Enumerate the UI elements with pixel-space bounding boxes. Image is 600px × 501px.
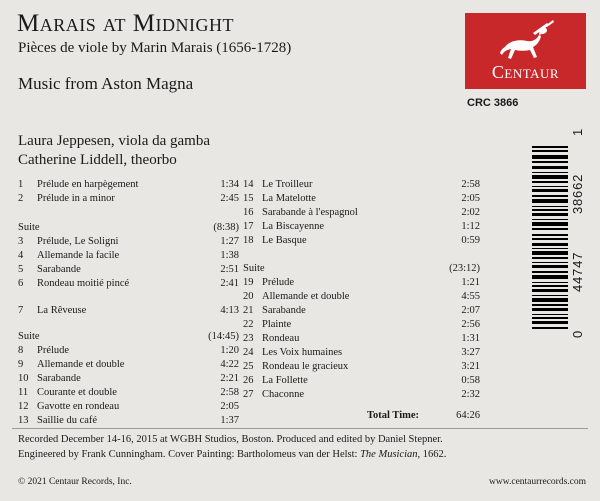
- barcode-bars: [532, 146, 568, 331]
- barcode-digits: [570, 128, 585, 338]
- barcode-digit-group: 0: [570, 329, 585, 338]
- track-title: Saillie du café: [37, 415, 98, 426]
- track-row: [18, 304, 239, 318]
- track-title: Prélude en harpègement: [37, 179, 139, 190]
- track-title: Les Voix humaines: [262, 347, 343, 358]
- track-number: 14: [243, 179, 254, 190]
- track-duration: 2:02: [461, 207, 480, 218]
- barcode-digit-group: 38662: [570, 173, 585, 215]
- track-duration: 3:21: [461, 361, 480, 372]
- track-row: [243, 192, 480, 206]
- track-number: 24: [243, 347, 254, 358]
- track-row: [18, 235, 239, 249]
- catalog-number: CRC 3866: [467, 97, 519, 109]
- track-duration: 2:05: [220, 401, 239, 412]
- website-link[interactable]: www.centaurrecords.com: [489, 477, 586, 487]
- track-duration: 1:37: [220, 415, 239, 426]
- track-row: [243, 276, 480, 290]
- track-number: 18: [243, 235, 254, 246]
- track-number: 4: [18, 250, 24, 261]
- track-title: Le Basque: [262, 235, 307, 246]
- track-row: [18, 372, 239, 386]
- track-number: 2: [18, 193, 24, 204]
- track-row: [18, 358, 239, 372]
- track-title: La Follette: [262, 375, 308, 386]
- track-number: 6: [18, 278, 24, 289]
- track-number: 19: [243, 277, 254, 288]
- track-row: [18, 400, 239, 414]
- track-number: 22: [243, 319, 254, 330]
- track-duration: 2:58: [461, 179, 480, 190]
- track-row: [18, 386, 239, 400]
- track-row: [243, 234, 480, 248]
- album-subtitle: Pièces de viole by Marin Marais (1656-1728): [18, 40, 292, 56]
- track-duration: 1:21: [461, 277, 480, 288]
- painting-title: The Musician: [360, 449, 418, 460]
- performer-1: Laura Jeppesen, viola da gamba: [18, 133, 211, 149]
- track-title: Prélude: [37, 345, 70, 356]
- track-row: [243, 318, 480, 332]
- track-duration: 1:34: [220, 179, 239, 190]
- track-duration: 4:13: [220, 305, 239, 316]
- track-number: 9: [18, 359, 24, 370]
- track-number: 10: [18, 373, 29, 384]
- suite-duration: (14:45): [208, 331, 239, 342]
- track-title: Allemande la facile: [37, 250, 120, 261]
- track-number: 12: [18, 401, 29, 412]
- track-duration: 4:22: [220, 359, 239, 370]
- track-row: [243, 290, 480, 304]
- total-time-label: Total Time:: [367, 410, 420, 421]
- track-title: Sarabande: [37, 264, 81, 275]
- track-row: [243, 178, 480, 192]
- track-title: Plainte: [262, 319, 292, 330]
- track-duration: 2:58: [220, 387, 239, 398]
- track-duration: 2:07: [461, 305, 480, 316]
- track-title: Rondeau: [262, 333, 300, 344]
- track-row: [243, 388, 480, 402]
- label-name: Centaur: [491, 62, 560, 82]
- track-row: [18, 277, 239, 291]
- track-duration: 2:56: [461, 319, 480, 330]
- track-duration: 2:51: [220, 264, 239, 275]
- track-title: Rondeau moitié pincé: [37, 278, 130, 289]
- track-number: 20: [243, 291, 254, 302]
- track-row: [18, 263, 239, 277]
- suite-label: Suite: [243, 263, 265, 274]
- track-row: [18, 192, 239, 206]
- track-title: Chaconne: [262, 389, 304, 400]
- track-title: Courante et double: [37, 387, 117, 398]
- divider: [12, 428, 588, 429]
- barcode: [532, 128, 590, 338]
- credits-engineer-text: Engineered by Frank Cunningham. Cover Painting: Bartholomeus van der Helst:: [18, 449, 361, 460]
- centaur-figure-icon: [493, 17, 559, 65]
- track-number: 27: [243, 389, 254, 400]
- track-duration: 2:32: [461, 389, 480, 400]
- track-number: 17: [243, 221, 254, 232]
- track-number: 11: [18, 387, 29, 398]
- centaur-logo: [465, 13, 586, 89]
- suite-duration: (8:38): [213, 222, 239, 233]
- track-row: [18, 414, 239, 428]
- track-number: 23: [243, 333, 254, 344]
- suite-heading: [18, 330, 239, 344]
- painting-year: , 1662.: [417, 449, 447, 460]
- track-number: 1: [18, 179, 24, 190]
- track-duration: 1:38: [220, 250, 239, 261]
- track-row: [18, 344, 239, 358]
- track-number: 26: [243, 375, 254, 386]
- track-title: La Biscayenne: [262, 221, 325, 232]
- track-number: 5: [18, 264, 24, 275]
- track-duration: 2:05: [461, 193, 480, 204]
- track-title: Prélude, Le Soligni: [37, 236, 119, 247]
- track-duration: 4:55: [461, 291, 480, 302]
- track-title: Sarabande: [262, 305, 306, 316]
- total-time-value: 64:26: [456, 410, 480, 421]
- performer-2: Catherine Liddell, theorbo: [18, 152, 177, 168]
- track-number: 8: [18, 345, 24, 356]
- track-duration: 1:27: [220, 236, 239, 247]
- track-title: Gavotte en rondeau: [37, 401, 120, 412]
- track-duration: 1:20: [220, 345, 239, 356]
- track-title: Prélude: [262, 277, 295, 288]
- track-row: [18, 178, 239, 192]
- track-number: 15: [243, 193, 254, 204]
- track-title: La Matelotte: [262, 193, 316, 204]
- track-row: [243, 206, 480, 220]
- suite-label: Suite: [18, 331, 40, 342]
- track-row: [243, 304, 480, 318]
- album-title: Marais at Midnight: [17, 10, 234, 37]
- credits-line-1: Recorded December 14-16, 2015 at WGBH Studios, Boston. Produced and edited by Daniel Stepner.: [18, 434, 443, 445]
- track-title: Prélude in a minor: [37, 193, 115, 204]
- copyright: © 2021 Centaur Records, Inc.: [18, 477, 132, 487]
- track-title: La Rêveuse: [37, 305, 87, 316]
- suite-heading: [243, 262, 480, 276]
- track-title: Allemande et double: [37, 359, 125, 370]
- track-number: 16: [243, 207, 254, 218]
- track-duration: 0:59: [461, 235, 480, 246]
- track-title: Sarabande: [37, 373, 81, 384]
- track-title: Le Troilleur: [262, 179, 313, 190]
- track-number: 13: [18, 415, 29, 426]
- track-number: 21: [243, 305, 254, 316]
- track-row: [243, 332, 480, 346]
- track-row: [243, 374, 480, 388]
- track-row: [243, 346, 480, 360]
- track-row: [243, 220, 480, 234]
- track-duration: 1:12: [461, 221, 480, 232]
- suite-duration: (23:12): [449, 263, 480, 274]
- track-duration: 1:31: [461, 333, 480, 344]
- track-duration: 2:21: [220, 373, 239, 384]
- credits-line-2: [18, 449, 446, 460]
- track-number: 25: [243, 361, 254, 372]
- suite-heading: [18, 221, 239, 235]
- series-title: Music from Aston Magna: [18, 74, 194, 93]
- suite-label: Suite: [18, 222, 40, 233]
- track-number: 7: [18, 305, 24, 316]
- track-row: [243, 360, 480, 374]
- track-title: Allemande et double: [262, 291, 350, 302]
- track-duration: 3:27: [461, 347, 480, 358]
- barcode-digit-group: 1: [570, 128, 585, 137]
- track-title: Rondeau le gracieux: [262, 361, 349, 372]
- track-row: [18, 249, 239, 263]
- track-duration: 2:45: [220, 193, 239, 204]
- track-duration: 0:58: [461, 375, 480, 386]
- barcode-digit-group: 44747: [570, 251, 585, 293]
- track-number: 3: [18, 236, 24, 247]
- track-title: Sarabande à l'espagnol: [262, 207, 358, 218]
- track-duration: 2:41: [220, 278, 239, 289]
